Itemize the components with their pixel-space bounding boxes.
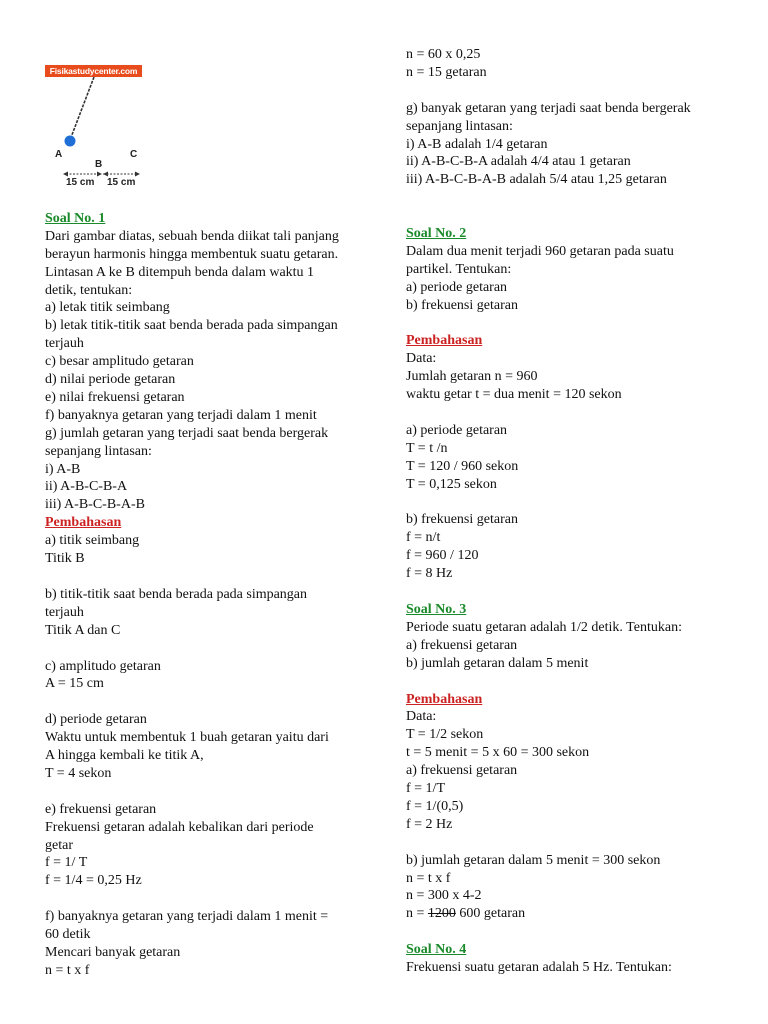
text-line xyxy=(406,619,736,637)
text-content: b) frekuensi getaran xyxy=(406,297,518,313)
text-content: f) banyaknya getaran yang terjadi dalam 1 menit xyxy=(45,407,317,423)
heading-line xyxy=(45,210,365,228)
text-line xyxy=(45,425,365,443)
text-content: c) amplitudo getaran xyxy=(45,658,161,674)
heading-line xyxy=(406,601,736,619)
text-content: t = 5 menit = 5 x 60 = 300 sekon xyxy=(406,745,590,761)
text-content: ii) A-B-C-B-A adalah 4/4 atau 1 getaran xyxy=(406,154,631,170)
blank-line xyxy=(406,673,736,691)
text-content: e) nilai frekuensi getaran xyxy=(45,389,185,405)
text-line xyxy=(406,637,736,655)
text-content: Titik A dan C xyxy=(45,622,121,638)
text-content: d) periode getaran xyxy=(45,712,147,728)
pendulum-bob xyxy=(65,136,76,147)
text-line xyxy=(406,816,736,834)
blank-line xyxy=(45,640,365,658)
text-line xyxy=(45,747,365,765)
text-content: n = t x f xyxy=(406,870,451,886)
blank-line xyxy=(406,189,736,207)
blank-line xyxy=(406,315,736,333)
text-content: terjauh xyxy=(45,604,84,620)
text-line xyxy=(45,282,365,300)
text-content: Mencari banyak getaran xyxy=(45,944,181,960)
text-segment: n = xyxy=(406,906,428,922)
text-line xyxy=(406,422,736,440)
text-content: partikel. Tentukan: xyxy=(406,261,512,277)
text-line xyxy=(45,604,365,622)
text-line xyxy=(45,819,365,837)
text-content: n = 15 getaran xyxy=(406,64,487,80)
text-content: a) frekuensi getaran xyxy=(406,763,518,779)
text-line xyxy=(406,780,736,798)
text-line xyxy=(45,353,365,371)
left-column xyxy=(45,192,365,980)
text-line xyxy=(45,228,365,246)
text-content: f = 8 Hz xyxy=(406,566,453,582)
text-segment: 600 getaran xyxy=(455,906,526,922)
text-line xyxy=(406,100,736,118)
pendulum-figure xyxy=(45,62,155,192)
heading-line xyxy=(45,514,365,532)
text-line xyxy=(406,762,736,780)
text-content: T = 0,125 sekon xyxy=(406,476,497,492)
text-content: Dalam dua menit terjadi 960 getaran pada suatu xyxy=(406,243,674,259)
text-content: sepanjang lintasan: xyxy=(45,443,152,459)
text-content: T = t /n xyxy=(406,440,448,456)
text-content: a) letak titik seimbang xyxy=(45,300,170,316)
text-content: Periode suatu getaran adalah 1/2 detik. Tentukan: xyxy=(406,619,682,635)
text-line xyxy=(406,46,736,64)
text-line xyxy=(45,765,365,783)
text-content: Frekuensi suatu getaran adalah 5 Hz. Tentukan: xyxy=(406,960,672,976)
text-content: T = 1/2 sekon xyxy=(406,727,484,743)
heading-line xyxy=(406,941,736,959)
text-line xyxy=(45,317,365,335)
text-content: e) frekuensi getaran xyxy=(45,801,157,817)
blank-line xyxy=(406,583,736,601)
text-content: Waktu untuk membentuk 1 buah getaran yaitu dari xyxy=(45,730,329,746)
text-line xyxy=(406,476,736,494)
blank-line xyxy=(45,568,365,586)
right-column xyxy=(406,46,736,977)
arrowhead-left xyxy=(63,172,68,177)
text-line xyxy=(406,368,736,386)
text-content: f = 1/T xyxy=(406,781,445,797)
text-content: sepanjang lintasan: xyxy=(406,118,513,134)
text-content: f = 1/(0,5) xyxy=(406,798,464,814)
heading-line xyxy=(406,225,736,243)
text-line xyxy=(406,297,736,315)
text-content: f = 1/ T xyxy=(45,855,88,871)
distance-left-label: 15 cm xyxy=(66,177,95,188)
text-line xyxy=(406,458,736,476)
text-line xyxy=(45,962,365,980)
distance-right-label: 15 cm xyxy=(107,177,136,188)
text-content: Frekuensi getaran adalah kebalikan dari periode xyxy=(45,819,314,835)
text-line xyxy=(45,461,365,479)
pembahasan-heading: Pembahasan xyxy=(406,691,483,707)
text-line xyxy=(406,279,736,297)
text-line xyxy=(45,586,365,604)
text-line xyxy=(45,532,365,550)
text-line xyxy=(406,171,736,189)
text-line xyxy=(406,905,736,923)
text-content: b) frekuensi getaran xyxy=(406,512,518,528)
text-line xyxy=(45,622,365,640)
text-line xyxy=(45,264,365,282)
text-content: n = 60 x 0,25 xyxy=(406,47,481,62)
text-content: Data: xyxy=(406,709,437,725)
text-content: Lintasan A ke B ditempuh benda dalam waktu 1 xyxy=(45,264,315,280)
text-line xyxy=(406,529,736,547)
text-line xyxy=(45,496,365,514)
text-line xyxy=(45,407,365,425)
label-c: C xyxy=(130,149,138,160)
blank-line xyxy=(406,404,736,422)
text-content: a) titik seimbang xyxy=(45,533,140,549)
text-content: Data: xyxy=(406,351,437,367)
text-line xyxy=(406,887,736,905)
text-line xyxy=(45,854,365,872)
text-content: g) jumlah getaran yang terjadi saat benda bergerak xyxy=(45,425,329,441)
text-line xyxy=(406,870,736,888)
text-content: i) A-B adalah 1/4 getaran xyxy=(406,136,548,152)
pembahasan-heading: Pembahasan xyxy=(406,333,483,349)
text-line xyxy=(45,872,365,890)
text-line xyxy=(45,658,365,676)
text-content: a) periode getaran xyxy=(406,279,508,295)
arrowhead-right xyxy=(135,172,140,177)
text-content: f) banyaknya getaran yang terjadi dalam 1 menit = xyxy=(45,909,329,925)
struck-text: 1200 xyxy=(427,906,456,922)
text-line xyxy=(406,136,736,154)
text-line xyxy=(45,335,365,353)
text-line xyxy=(45,389,365,407)
text-content: A hingga kembali ke titik A, xyxy=(45,748,204,764)
text-content: detik, tentukan: xyxy=(45,282,133,298)
text-line xyxy=(406,708,736,726)
text-content: f = 1/4 = 0,25 Hz xyxy=(45,873,142,889)
text-line xyxy=(406,565,736,583)
text-line xyxy=(406,386,736,404)
text-line xyxy=(406,64,736,82)
text-line xyxy=(406,118,736,136)
text-line xyxy=(45,478,365,496)
text-content: terjauh xyxy=(45,336,84,352)
text-line xyxy=(406,547,736,565)
pembahasan-heading: Pembahasan xyxy=(45,515,122,531)
soal-heading: Soal No. 4 xyxy=(406,942,467,958)
text-content: f = 2 Hz xyxy=(406,816,453,832)
blank-line xyxy=(406,494,736,512)
arrowhead-mid-right xyxy=(103,172,108,177)
text-content: i) A-B xyxy=(45,461,81,477)
pendulum-string xyxy=(70,77,94,140)
blank-line xyxy=(406,923,736,941)
soal-heading: Soal No. 2 xyxy=(406,226,467,242)
text-content: a) periode getaran xyxy=(406,422,508,438)
blank-line xyxy=(45,192,365,210)
text-content: T = 4 sekon xyxy=(45,765,112,781)
text-line xyxy=(406,959,736,977)
text-content: b) letak titik-titik saat benda berada pada simpangan xyxy=(45,318,338,334)
text-content: f = n/t xyxy=(406,530,441,546)
arrowhead-mid-left xyxy=(97,172,102,177)
soal-heading: Soal No. 1 xyxy=(45,210,106,226)
text-line xyxy=(45,926,365,944)
text-content: berayun harmonis hingga membentuk suatu getaran. xyxy=(45,246,339,262)
text-line xyxy=(45,550,365,568)
text-content: getar xyxy=(45,837,73,853)
text-content: ii) A-B-C-B-A xyxy=(45,479,128,495)
text-line xyxy=(406,655,736,673)
text-content: c) besar amplitudo getaran xyxy=(45,354,194,370)
label-a: A xyxy=(55,149,63,160)
blank-line xyxy=(45,783,365,801)
text-line xyxy=(45,837,365,855)
heading-line xyxy=(406,332,736,350)
text-content: A = 15 cm xyxy=(45,676,104,692)
text-content: Dari gambar diatas, sebuah benda diikat tali panjang xyxy=(45,228,339,244)
soal-heading: Soal No. 3 xyxy=(406,601,467,617)
text-line xyxy=(406,153,736,171)
text-content: f = 960 / 120 xyxy=(406,548,479,564)
text-line xyxy=(45,299,365,317)
text-line xyxy=(406,744,736,762)
text-line xyxy=(45,908,365,926)
text-line xyxy=(406,511,736,529)
text-content: b) jumlah getaran dalam 5 menit = 300 sekon xyxy=(406,852,661,868)
text-content: 60 detik xyxy=(45,927,91,943)
text-content: n = 300 x 4-2 xyxy=(406,888,482,904)
blank-line xyxy=(406,82,736,100)
pendulum-diagram xyxy=(45,62,155,192)
text-content: iii) A-B-C-B-A-B xyxy=(45,497,145,513)
text-content: n = t x f xyxy=(45,962,90,978)
text-content: b) titik-titik saat benda berada pada simpangan xyxy=(45,586,308,602)
text-line xyxy=(406,726,736,744)
text-line xyxy=(406,852,736,870)
blank-line xyxy=(45,693,365,711)
text-content: d) nilai periode getaran xyxy=(45,372,176,388)
text-line xyxy=(45,801,365,819)
text-line xyxy=(45,443,365,461)
text-line xyxy=(406,440,736,458)
text-content: b) jumlah getaran dalam 5 menit xyxy=(406,655,589,671)
text-line xyxy=(406,261,736,279)
text-line xyxy=(45,246,365,264)
text-content: T = 120 / 960 sekon xyxy=(406,458,519,474)
text-line xyxy=(45,371,365,389)
text-content: a) frekuensi getaran xyxy=(406,637,518,653)
text-content: Titik B xyxy=(45,551,85,567)
text-line xyxy=(406,798,736,816)
text-content: iii) A-B-C-B-A-B adalah 5/4 atau 1,25 getaran xyxy=(406,172,667,188)
text-line xyxy=(406,243,736,261)
blank-line xyxy=(406,834,736,852)
text-line xyxy=(45,711,365,729)
heading-line xyxy=(406,691,736,709)
label-b: B xyxy=(95,159,103,170)
site-logo: Fisikastudycenter.com xyxy=(45,65,142,77)
text-line xyxy=(45,729,365,747)
text-content: g) banyak getaran yang terjadi saat benda bergerak xyxy=(406,100,691,116)
text-line xyxy=(406,350,736,368)
blank-line xyxy=(45,890,365,908)
text-line xyxy=(45,675,365,693)
text-content: Jumlah getaran n = 960 xyxy=(406,369,538,385)
blank-line xyxy=(406,207,736,225)
text-line xyxy=(45,944,365,962)
text-content: waktu getar t = dua menit = 120 sekon xyxy=(406,387,622,403)
